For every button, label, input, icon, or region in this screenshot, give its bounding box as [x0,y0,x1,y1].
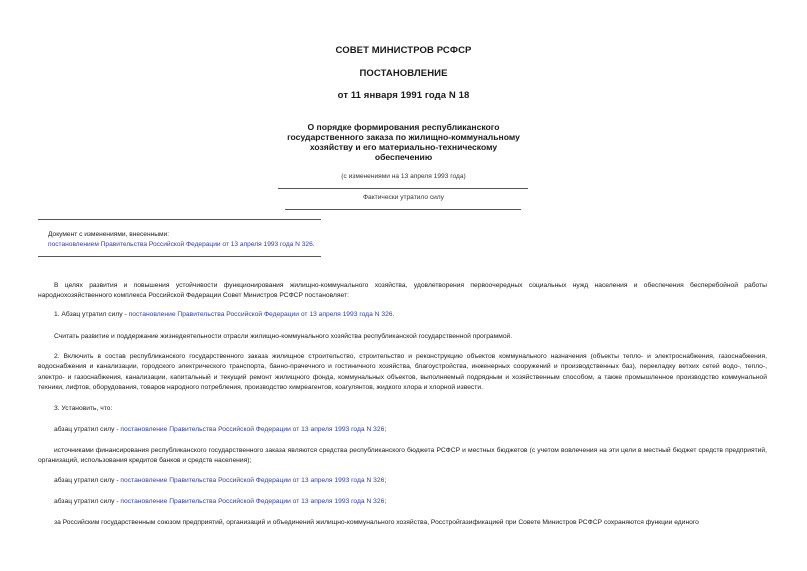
amendment-link[interactable]: постановлением Правительства Российской Федерации от 13 апреля 1993 года N 326 [48,241,313,248]
sub-item-1-link[interactable]: постановление Правительства Российской Федерации от 13 апреля 1993 года N 326 [120,426,385,433]
item-1-prefix: 1. Абзац утратил силу - [54,311,129,318]
consider-paragraph: Считать развитие и поддержание жизнедеятельности отрасли жилищно-коммунального хозяйства республиканской государственной программой. [54,333,513,340]
item-1-suffix: . [392,311,395,318]
sub-item-2-suffix: ; [384,477,387,484]
item-2: 2. Включить в состав республиканского государственного заказа жилищное строительство, строительство и реконструкцию объектов коммунального назначения (объекты тепло- и электроснабжения, газоснабжения, водоснабжения и канализации, городского электрического транспорта, банно-прачечного и гостиничного хозяйства, благоустройства, инженерных сооружений и производственных баз), перекладку ветхих сетей водо-, тепло-, электро- и газоснабжения, канализации, капитальный и текущий ремонт жилищного фонда, коммунальных объектов, выполняемый подрядным и хозяйственным способом, а также промышленное производство коммунальной техники, лифтов, оборудования, товаров народного потребления, производство химреагентов, коагулянтов, жидкого хлора и хлорной извести. [38,353,767,392]
document-date-number: от 11 января 1991 года N 18 [337,90,470,101]
sub-item-3-suffix: ; [384,498,387,505]
title-line: хозяйству и его материально-техническому [309,142,498,152]
sub-item-2-prefix: абзац утратил силу - [54,477,121,484]
sub-item-1-suffix: ; [384,426,387,433]
doc-changes-row [48,240,315,250]
divider-top [278,188,528,189]
sources-paragraph: источниками финансирования республиканского государственного заказа являются средства республиканского бюджета РСФСР и местных бюджетов (с учетом вовлечения на эти цели в местный бюджет средств предприятий, организаций, использования кредитов банков и средств населения); [38,447,767,465]
sub-item-2-link[interactable]: постановление Правительства Российской Федерации от 13 апреля 1993 года N 326 [120,477,385,484]
title-line: обеспечению [374,152,433,162]
item-1-link[interactable]: постановление Правительства Российской Федерации от 13 апреля 1993 года N 326 [128,311,393,318]
divider-status [285,209,521,210]
divider-doc-bottom [38,256,321,257]
title-line: государственного заказа по жилищно-коммунальному [287,132,520,142]
document-type: ПОСТАНОВЛЕНИЕ [359,68,448,79]
title-line: О порядке формирования республиканского [307,122,500,132]
doc-changes-label: Документ с изменениями, внесенными: [48,231,170,238]
intro-paragraph: В целях развития и повышения устойчивости функционирования жилищно-коммунального хозяйства, удовлетворения первоочередных социальных нужд населения и обеспечения бесперебойной работы народнохозяйственного комплекса Российской Федерации Совет Министров РСФСР постановляет: [38,282,767,300]
item-3: 3. Установить, что: [54,405,113,412]
sub-item-1-prefix: абзац утратил силу - [54,426,121,433]
council-heading: СОВЕТ МИНИСТРОВ РСФСР [335,45,472,56]
sub-item-3 [54,497,386,507]
divider-doc-top [38,219,321,220]
sub-item-3-prefix: абзац утратил силу - [54,498,121,505]
changes-note: (с изменениями на 13 апреля 1993 года) [341,173,466,180]
link-suffix: . [312,241,315,248]
status-note: Фактически утратило силу [363,194,444,201]
item-1 [54,310,394,320]
sub-item-1 [54,425,386,435]
last-paragraph: за Российским государственным союзом предприятий, организаций и объединений жилищно-коммунального хозяйства, Росстройгазификацией при Совете Министров РСФСР сохраняются функции единого [54,519,699,526]
sub-item-3-link[interactable]: постановление Правительства Российской Федерации от 13 апреля 1993 года N 326 [120,498,385,505]
document-title [0,122,807,162]
sub-item-2 [54,476,386,486]
